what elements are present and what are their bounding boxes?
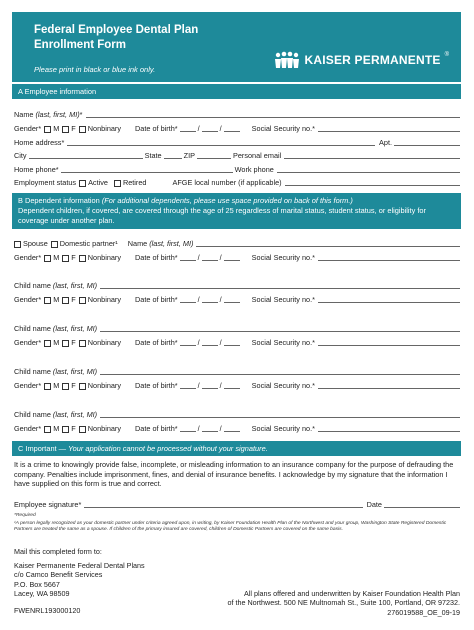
child-name-hint: (last, first, MI) [52, 367, 98, 376]
gender-f-label: F [71, 381, 76, 390]
child-3-ssn-field[interactable] [318, 380, 460, 389]
gender-nonbinary-label: Nonbinary [87, 124, 122, 133]
dob-day-field[interactable] [202, 123, 218, 132]
afge-label: AFGE local number (if applicable) [172, 178, 282, 187]
dob-label: Date of birth* [135, 381, 178, 390]
name-label: Name [14, 110, 34, 119]
print-note: Please print in black or blue ink only. [34, 65, 156, 74]
child-name-label: Child name [14, 367, 51, 376]
spouse-gender-f-checkbox[interactable] [62, 255, 69, 262]
child-1-gender-f-checkbox[interactable] [62, 297, 69, 304]
footer-line-1: All plans offered and underwritten by Kaiser Foundation Health Plan [243, 589, 460, 598]
child-4-ssn-field[interactable] [318, 423, 460, 432]
section-b-body: Dependent children, if covered, are covered through the age of 25 regardless of marital status, student status, or eligibility for coverage under another plan. [18, 206, 426, 225]
child-3-dob-month-field[interactable] [180, 380, 196, 389]
spouse-gender-nonbinary-checkbox[interactable] [79, 255, 86, 262]
spouse-checkbox[interactable] [14, 241, 21, 248]
form-title-line2: Enrollment Form [34, 39, 127, 51]
employee-gender-row: Gender* M F Nonbinary Date of birth* / / Social Security no.* [14, 121, 460, 133]
domestic-partner-checkbox[interactable] [51, 241, 58, 248]
name-hint: (last, first, MI) [35, 110, 80, 119]
gender-f-checkbox[interactable] [62, 126, 69, 133]
child-name-hint: (last, first, MI) [52, 324, 98, 333]
child-3-name-row [14, 364, 460, 376]
spouse-dob-year-field[interactable] [224, 252, 240, 261]
child-2-name-row [14, 321, 460, 333]
spouse-name-label: Name [127, 239, 148, 248]
gender-nonbinary-checkbox[interactable] [79, 126, 86, 133]
child-3-dob-day-field[interactable] [202, 380, 218, 389]
gender-nonbinary-label: Nonbinary [87, 381, 122, 390]
child-1-gender-row: Gender* M F Nonbinary Date of birth* / / Social Security no.* [14, 292, 460, 304]
phone-row [14, 162, 460, 174]
employee-name-row [14, 107, 460, 119]
zip-label: ZIP [183, 151, 195, 160]
child-1-dob-month-field[interactable] [180, 294, 196, 303]
dob-label: Date of birth* [135, 253, 178, 262]
gender-label: Gender* [14, 338, 42, 347]
form-header [12, 12, 461, 82]
date-label: Date [366, 500, 382, 509]
child-name-label: Child name [14, 281, 51, 290]
domestic-partner-label: Domestic partner¹ [59, 239, 118, 248]
child-1-gender-nonbinary-checkbox[interactable] [79, 297, 86, 304]
apt-field[interactable] [394, 137, 460, 146]
name-required: * [79, 110, 83, 119]
employment-status-row [14, 175, 460, 187]
section-b-title: B Dependent information [18, 196, 102, 205]
child-4-gender-row: Gender* M F Nonbinary Date of birth* / / Social Security no.* [14, 421, 460, 433]
child-2-gender-row: Gender* M F Nonbinary Date of birth* / / Social Security no.* [14, 335, 460, 347]
underwriter-footer [227, 589, 460, 617]
spouse-gender-row: Gender* M F Nonbinary Date of birth* / / Social Security no.* [14, 250, 460, 262]
form-code: FWENRL193000120 [14, 606, 81, 615]
gender-f-label: F [71, 338, 76, 347]
spouse-gender-m-checkbox[interactable] [44, 255, 51, 262]
gender-m-label: M [53, 338, 60, 347]
kaiser-people-icon [274, 51, 300, 69]
child-1-gender-m-checkbox[interactable] [44, 297, 51, 304]
city-label: City [14, 151, 27, 160]
kaiser-logo [274, 51, 449, 69]
gender-label: Gender* [14, 124, 42, 133]
child-4-gender-m-checkbox[interactable] [44, 426, 51, 433]
gender-m-checkbox[interactable] [44, 126, 51, 133]
spouse-row [14, 236, 460, 248]
child-1-name-field[interactable] [100, 280, 460, 289]
footer-line-2: of the Northwest. 500 NE Multnomah St., Suite 100, Portland, OR 97232. [227, 598, 460, 608]
zip-field[interactable] [197, 150, 231, 159]
spouse-label: Spouse [23, 239, 48, 248]
spouse-dob-day-field[interactable] [202, 252, 218, 261]
gender-nonbinary-label: Nonbinary [87, 295, 122, 304]
child-2-dob-year-field[interactable] [224, 337, 240, 346]
dob-year-field[interactable] [224, 123, 240, 132]
section-c-note: Your application cannot be processed without your signature. [68, 444, 268, 453]
afge-field[interactable] [285, 177, 460, 186]
ssn-field[interactable] [318, 123, 460, 132]
ssn-label: Social Security no.* [251, 381, 315, 390]
employment-status-label: Employment status [14, 178, 77, 187]
gender-nonbinary-label: Nonbinary [87, 253, 122, 262]
child-2-name-field[interactable] [100, 323, 460, 332]
child-name-hint: (last, first, MI) [52, 410, 98, 419]
home-phone-field[interactable] [61, 164, 233, 173]
child-2-dob-day-field[interactable] [202, 337, 218, 346]
home-address-label: Home address* [14, 138, 65, 147]
mail-line-1: Kaiser Permanente Federal Dental Plans [14, 561, 145, 570]
dob-month-field[interactable] [180, 123, 196, 132]
status-retired-label: Retired [122, 178, 147, 187]
child-2-gender-m-checkbox[interactable] [44, 340, 51, 347]
work-phone-label: Work phone [234, 165, 274, 174]
child-3-gender-row: Gender* M F Nonbinary Date of birth* / / Social Security no.* [14, 378, 460, 390]
gender-f-label: F [71, 253, 76, 262]
gender-nonbinary-label: Nonbinary [87, 424, 122, 433]
city-row [14, 148, 460, 160]
dob-label: Date of birth* [135, 124, 178, 133]
dob-label: Date of birth* [135, 295, 178, 304]
gender-f-label: F [71, 424, 76, 433]
signature-row [14, 497, 460, 509]
state-label: State [144, 151, 162, 160]
email-field[interactable] [284, 150, 460, 159]
ssn-label: Social Security no.* [251, 124, 315, 133]
section-a-title: A Employee information [18, 87, 97, 96]
registered-mark: ® [444, 52, 449, 58]
child-3-name-field[interactable] [100, 366, 460, 375]
child-4-gender-nonbinary-checkbox[interactable] [79, 426, 86, 433]
child-2-gender-nonbinary-checkbox[interactable] [79, 340, 86, 347]
signature-date-field[interactable] [384, 499, 460, 508]
child-3-gender-f-checkbox[interactable] [62, 383, 69, 390]
form-title-line1: Federal Employee Dental Plan [34, 24, 199, 36]
state-field[interactable] [164, 150, 182, 159]
section-b-note: (For additional dependents, please use space provided on back of this form.) [101, 196, 353, 205]
dob-label: Date of birth* [135, 424, 178, 433]
child-4-name-field[interactable] [100, 409, 460, 418]
apt-label: Apt. [379, 138, 392, 147]
child-3-dob-year-field[interactable] [224, 380, 240, 389]
status-active-checkbox[interactable] [79, 180, 86, 187]
ssn-label: Social Security no.* [251, 253, 315, 262]
child-3-gender-m-checkbox[interactable] [44, 383, 51, 390]
child-4-dob-month-field[interactable] [180, 423, 196, 432]
gender-m-label: M [53, 381, 60, 390]
gender-label: Gender* [14, 424, 42, 433]
mail-label: Mail this completed form to: [14, 547, 102, 556]
logo-text: KAISER PERMANENTE [304, 53, 441, 67]
gender-m-label: M [53, 124, 60, 133]
child-3-gender-nonbinary-checkbox[interactable] [79, 383, 86, 390]
ssn-label: Social Security no.* [251, 295, 315, 304]
status-retired-checkbox[interactable] [114, 180, 121, 187]
gender-f-label: F [71, 124, 76, 133]
child-1-dob-day-field[interactable] [202, 294, 218, 303]
gender-label: Gender* [14, 381, 42, 390]
child-2-dob-month-field[interactable] [180, 337, 196, 346]
ssn-label: Social Security no.* [251, 424, 315, 433]
gender-m-label: M [53, 253, 60, 262]
child-name-hint: (last, first, MI) [52, 281, 98, 290]
signature-field[interactable] [84, 499, 362, 508]
fraud-warning: It is a crime to knowingly provide false, incomplete, or misleading information to an insurance company for the purpose of defrauding the company. Penalties include imprisonment, fines, and denial of insurance benefits. I acknowledge by my signature that the information I have supplied on this form is true and correct. [14, 460, 454, 489]
child-1-dob-year-field[interactable] [224, 294, 240, 303]
gender-label: Gender* [14, 253, 42, 262]
spouse-ssn-field[interactable] [318, 252, 460, 261]
city-field[interactable] [29, 150, 143, 159]
home-phone-label: Home phone* [14, 165, 59, 174]
section-c-header [12, 441, 461, 456]
mail-line-4: Lacey, WA 98509 [14, 588, 70, 598]
gender-label: Gender* [14, 295, 42, 304]
child-name-label: Child name [14, 324, 51, 333]
gender-m-label: M [53, 424, 60, 433]
section-a-header [12, 84, 461, 99]
mail-line-3: P.O. Box 5667 [14, 579, 60, 589]
gender-m-label: M [53, 295, 60, 304]
gender-nonbinary-label: Nonbinary [87, 338, 122, 347]
child-2-gender-f-checkbox[interactable] [62, 340, 69, 347]
spouse-name-field[interactable] [196, 238, 460, 247]
employee-name-field[interactable] [86, 109, 461, 118]
spouse-name-hint: (last, first, MI) [149, 239, 194, 248]
mail-line-2: c/o Camco Benefit Services [14, 570, 103, 580]
email-label: Personal email [232, 151, 282, 160]
domestic-partner-footnote: ¹A person legally recognized as your domestic partner under criteria agreed upon, in writing, by Kaiser Foundation Health Plan of the Northwest and your group, Washington State Registered Domestic Partners are treated the same as a spouse. If children of the primary insured are covered, children of Domestic Partners are covered on the same basis. [14, 521, 447, 533]
home-address-field[interactable] [67, 137, 375, 146]
gender-f-label: F [71, 295, 76, 304]
mailing-address [14, 561, 145, 598]
status-active-label: Active [88, 178, 108, 187]
section-c-title: C Important — [18, 444, 69, 453]
child-4-dob-day-field[interactable] [202, 423, 218, 432]
footer-line-3: 276019588_OE_09-19 [387, 607, 460, 617]
child-1-name-row [14, 278, 460, 290]
work-phone-field[interactable] [277, 164, 460, 173]
signature-label: Employee signature* [14, 500, 82, 509]
required-note: *Required [14, 513, 36, 518]
child-4-gender-f-checkbox[interactable] [62, 426, 69, 433]
spouse-dob-month-field[interactable] [180, 252, 196, 261]
dob-label: Date of birth* [135, 338, 178, 347]
child-1-ssn-field[interactable] [318, 294, 460, 303]
child-4-dob-year-field[interactable] [224, 423, 240, 432]
ssn-label: Social Security no.* [251, 338, 315, 347]
section-b-header [12, 193, 461, 229]
child-4-name-row [14, 407, 460, 419]
home-address-row [14, 135, 460, 147]
child-name-label: Child name [14, 410, 51, 419]
child-2-ssn-field[interactable] [318, 337, 460, 346]
